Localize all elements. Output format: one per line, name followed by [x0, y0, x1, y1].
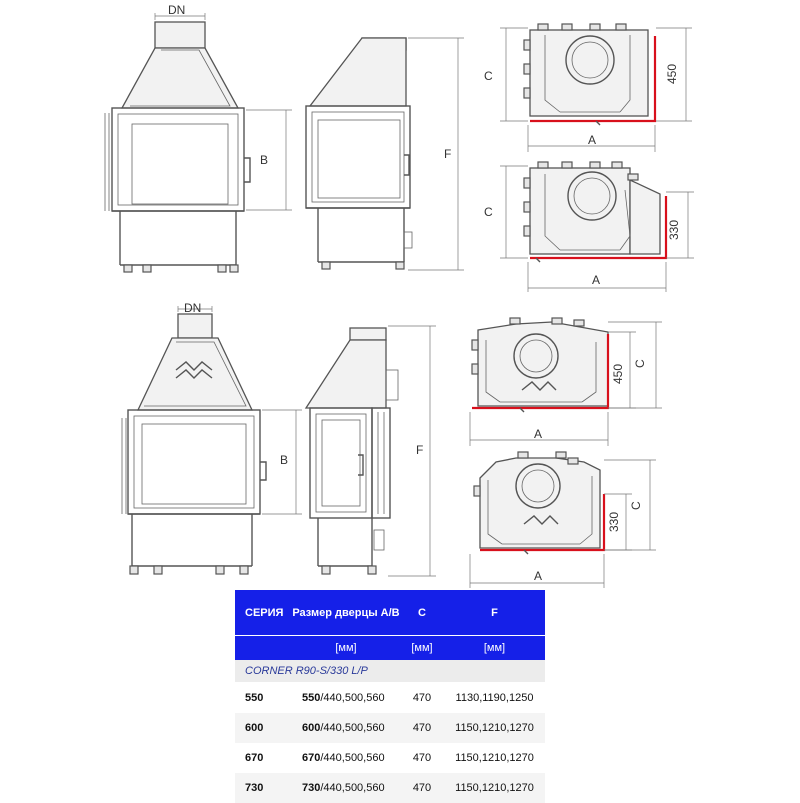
spec-table — [235, 590, 545, 803]
table-row — [235, 683, 545, 714]
depth-330-label-2: 330 — [607, 511, 621, 532]
c-label-1: C — [484, 69, 493, 83]
plan-view-450-bottom — [470, 318, 662, 446]
c-label-4: C — [629, 501, 643, 510]
row-f: 1150,1210,1270 — [444, 773, 545, 803]
header-f: F — [444, 590, 545, 636]
row-c: 470 — [412, 752, 432, 764]
side-view-top — [306, 38, 464, 270]
plan-view-330-top — [484, 162, 694, 292]
row-c: 470 — [400, 683, 444, 714]
b-label-top: B — [260, 153, 269, 167]
front-view-bottom — [122, 301, 302, 574]
table-units-row — [235, 636, 545, 661]
door-heights: /440,500,560 — [320, 752, 385, 764]
units-c: [мм] — [400, 636, 444, 661]
dn-label-top: DN — [168, 3, 186, 17]
side-view-bottom — [306, 326, 436, 576]
row-series: 670 — [245, 752, 264, 764]
door-heights: /440,500,560 — [320, 692, 385, 704]
f-label-top: F — [444, 147, 452, 161]
b-label-bottom: B — [280, 453, 289, 467]
door-width: 600 — [302, 722, 321, 734]
table-row — [235, 773, 545, 803]
row-f: 1150,1210,1270 — [444, 713, 545, 743]
door-heights: /440,500,560 — [320, 722, 385, 734]
door-width: 730 — [302, 782, 321, 794]
door-width: 550 — [302, 692, 321, 704]
table-row — [235, 713, 545, 743]
door-width: 670 — [302, 752, 321, 764]
row-series: 550 — [235, 683, 292, 714]
header-door-size: Размер дверцы A/B — [292, 590, 400, 636]
row-c: 470 — [400, 713, 444, 743]
units-door: [мм] — [292, 636, 400, 661]
header-c: C — [400, 590, 444, 636]
units-series-empty — [235, 636, 292, 661]
series-label-row — [235, 660, 545, 683]
depth-330-label-1: 330 — [667, 219, 681, 240]
c-label-2: C — [484, 205, 493, 219]
front-view-top — [105, 3, 292, 272]
table-header-row — [235, 590, 545, 636]
a-label-4: A — [534, 569, 543, 583]
depth-450-label-2: 450 — [611, 363, 625, 384]
row-series: 730 — [235, 773, 292, 803]
a-label-2: A — [592, 273, 601, 287]
a-label-3: A — [534, 427, 543, 441]
row-door-size — [292, 713, 400, 743]
row-series: 600 — [235, 713, 292, 743]
row-door-size — [292, 683, 400, 714]
header-series: СЕРИЯ — [235, 590, 292, 636]
row-f: 1150,1210,1270 — [455, 752, 534, 764]
dn-label-bottom: DN — [184, 301, 202, 315]
door-heights: /440,500,560 — [320, 782, 385, 794]
table-row — [235, 743, 545, 773]
row-door-size — [292, 743, 400, 773]
plan-view-330-bottom — [470, 452, 656, 588]
plan-view-450-top — [484, 24, 692, 152]
row-c: 470 — [400, 773, 444, 803]
f-label-bottom: F — [416, 443, 424, 457]
row-f: 1130,1190,1250 — [444, 683, 545, 714]
depth-450-label-1: 450 — [665, 63, 679, 84]
a-label-1: A — [588, 133, 597, 147]
row-door-size — [292, 773, 400, 803]
series-label: CORNER R90-S/330 L/P — [235, 660, 545, 683]
c-label-3: C — [633, 359, 647, 368]
units-f: [мм] — [444, 636, 545, 661]
